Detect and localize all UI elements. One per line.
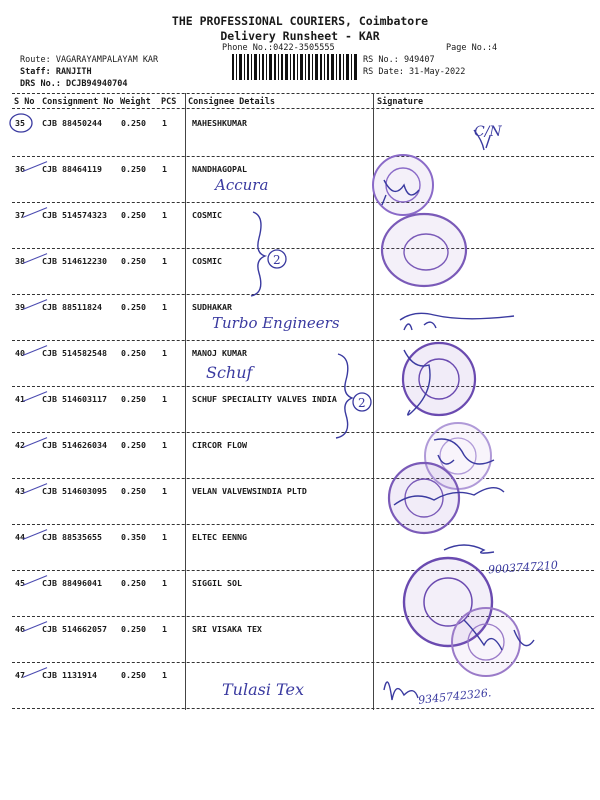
row-consignment-number: CJB 514626034 <box>42 440 107 450</box>
row-consignee: SUDHAKAR <box>192 302 232 312</box>
col-header-weight: Weight <box>120 97 151 107</box>
circled-row-icon <box>8 112 34 134</box>
row-weight: 0.250 <box>121 578 146 588</box>
row-serial-number: 43 <box>15 486 25 496</box>
row-weight: 0.250 <box>121 670 146 680</box>
row-pieces: 1 <box>162 348 167 358</box>
handwritten-cn: C/N <box>474 124 502 140</box>
row-consignee: MANOJ KUMAR <box>192 348 247 358</box>
route-label: Route: VAGARAYAMPALAYAM KAR <box>20 55 159 65</box>
col-header-pcs: PCS <box>161 97 177 107</box>
table-header-rule <box>12 108 594 109</box>
row-consignee: SIGGIL SOL <box>192 578 242 588</box>
row-pieces: 1 <box>162 486 167 496</box>
row-serial-number: 45 <box>15 578 25 588</box>
row-consignee: COSMIC <box>192 256 222 266</box>
row-pieces: 1 <box>162 164 167 174</box>
col-header-sno: S No <box>14 97 35 107</box>
row-consignee: ELTEC EENNG <box>192 532 247 542</box>
row-serial-number: 42 <box>15 440 25 450</box>
row-weight: 0.250 <box>121 486 146 496</box>
row-serial-number: 37 <box>15 210 25 220</box>
row-serial-number: 39 <box>15 302 25 312</box>
row-pieces: 1 <box>162 670 167 680</box>
col-header-consignee: Consignee Details <box>188 97 275 107</box>
phone-number: Phone No.:0422-3505555 <box>222 43 335 53</box>
row-serial-number: 44 <box>15 532 25 542</box>
rs-number: RS No.: 949407 <box>363 55 435 65</box>
row-pieces: 1 <box>162 440 167 450</box>
circled-count: 2 <box>273 253 281 267</box>
brace-count-icon <box>245 208 295 298</box>
row-consignment-number: CJB 88464119 <box>42 164 102 174</box>
col-header-signature: Signature <box>377 97 424 107</box>
row-consignment-number: CJB 514662057 <box>42 624 107 634</box>
row-consignee: CIRCOR FLOW <box>192 440 247 450</box>
row-weight: 0.250 <box>121 256 146 266</box>
row-pieces: 1 <box>162 210 167 220</box>
row-consignee: NANDHAGOPAL <box>192 164 247 174</box>
row-consignment-number: CJB 88535655 <box>42 532 102 542</box>
row-consignment-number: CJB 88511824 <box>42 302 102 312</box>
row-pieces: 1 <box>162 256 167 266</box>
row-serial-number: 35 <box>15 118 25 128</box>
company-title: THE PROFESSIONAL COURIERS, Coimbatore <box>171 14 429 28</box>
row-consignment-number: CJB 1131914 <box>42 670 97 680</box>
row-weight: 0.250 <box>121 440 146 450</box>
row-weight: 0.250 <box>121 118 146 128</box>
row-consignee: SRI VISAKA TEX <box>192 624 262 634</box>
handwritten-phone-1: 9003747210 <box>487 558 559 577</box>
row-consignee: VELAN VALVEWSINDIA PLTD <box>192 486 307 496</box>
row-consignment-number: CJB 88450244 <box>42 118 102 128</box>
drs-number: DRS No.: DCJB94940704 <box>20 79 128 89</box>
row-serial-number: 41 <box>15 394 25 404</box>
circled-count: 2 <box>358 396 366 410</box>
row-consignee: COSMIC <box>192 210 222 220</box>
row-pieces: 1 <box>162 578 167 588</box>
row-serial-number: 40 <box>15 348 25 358</box>
handwritten-tulasi-tex: Tulasi Tex <box>222 680 304 699</box>
row-serial-number: 38 <box>15 256 25 266</box>
row-serial-number: 47 <box>15 670 25 680</box>
row-weight: 0.250 <box>121 624 146 634</box>
column-divider <box>185 93 186 710</box>
row-weight: 0.250 <box>121 302 146 312</box>
col-header-consignment: Consignment No <box>42 97 114 107</box>
row-pieces: 1 <box>162 624 167 634</box>
row-consignment-number: CJB 514582548 <box>42 348 107 358</box>
row-pieces: 1 <box>162 302 167 312</box>
row-pieces: 1 <box>162 394 167 404</box>
row-weight: 0.250 <box>121 348 146 358</box>
row-pieces: 1 <box>162 118 167 128</box>
row-consignment-number: CJB 514574323 <box>42 210 107 220</box>
row-weight: 0.250 <box>121 394 146 404</box>
handwritten-schuf: Schuf <box>206 363 253 382</box>
row-consignment-number: CJB 514603117 <box>42 394 107 404</box>
row-consignment-number: CJB 514603095 <box>42 486 107 496</box>
brace-count-icon <box>332 350 376 440</box>
row-serial-number: 36 <box>15 164 25 174</box>
page-number: Page No.:4 <box>446 43 498 53</box>
row-consignment-number: CJB 88496041 <box>42 578 102 588</box>
barcode-icon <box>232 54 358 80</box>
row-pieces: 1 <box>162 532 167 542</box>
row-consignee: MAHESHKUMAR <box>192 118 247 128</box>
staff-label: Staff: RANJITH <box>20 67 92 77</box>
runsheet-subtitle: Delivery Runsheet - KAR <box>220 29 380 43</box>
row-consignee: SCHUF SPECIALITY VALVES INDIA <box>192 394 337 404</box>
row-weight: 0.250 <box>121 164 146 174</box>
handwritten-accura: Accura <box>215 176 269 194</box>
rs-date: RS Date: 31-May-2022 <box>363 67 466 77</box>
handwritten-phone-2: 9345742326. <box>417 686 492 707</box>
row-weight: 0.250 <box>121 210 146 220</box>
row-consignment-number: CJB 514612230 <box>42 256 107 266</box>
handwritten-turbo-engineers: Turbo Engineers <box>212 314 340 332</box>
table-top-rule <box>12 93 594 94</box>
row-weight: 0.350 <box>121 532 146 542</box>
signature-scribbles <box>374 110 594 710</box>
row-serial-number: 46 <box>15 624 25 634</box>
